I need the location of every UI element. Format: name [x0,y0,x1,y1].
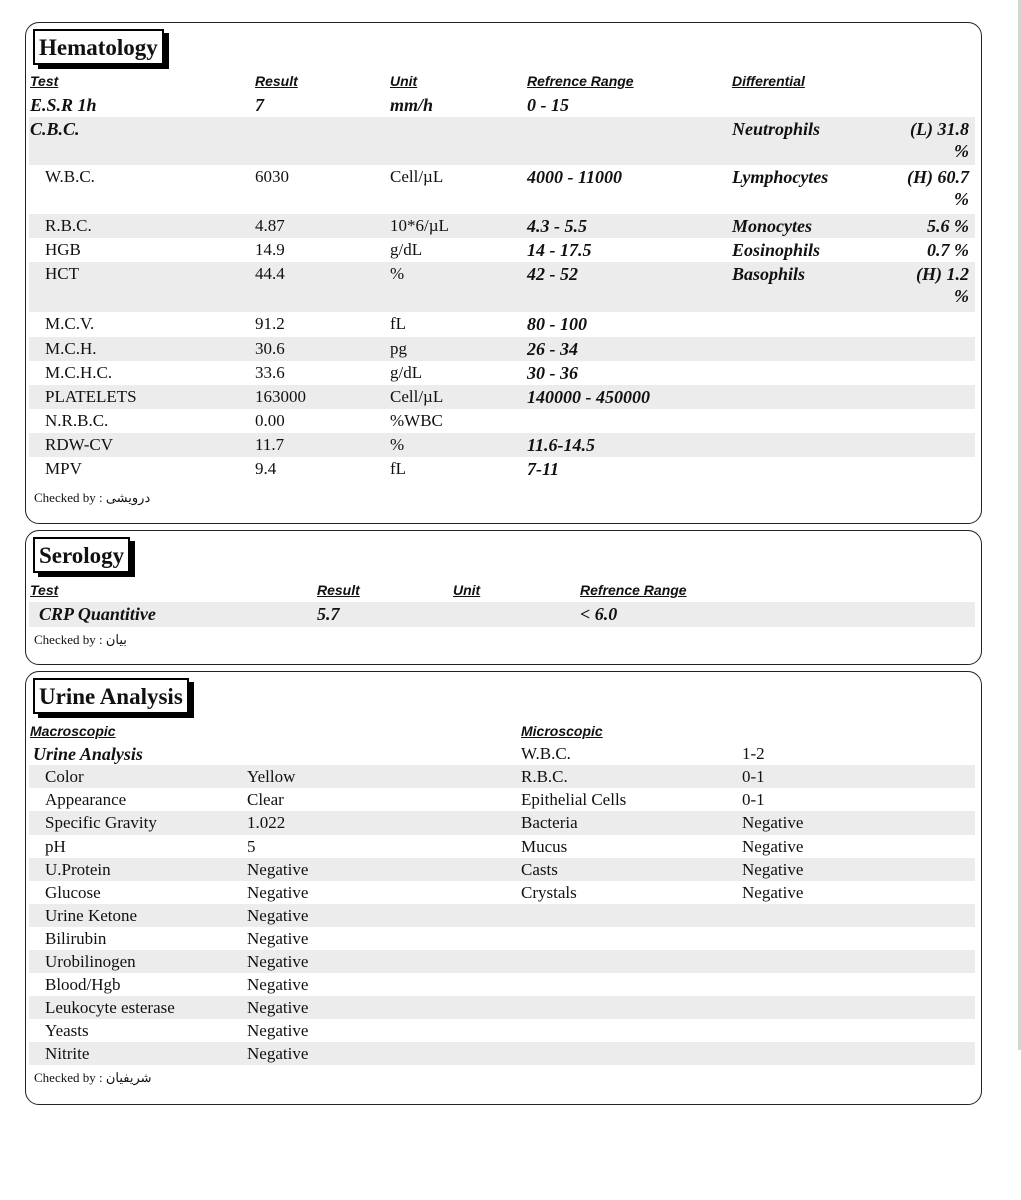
macro-result: Negative [247,929,309,948]
row-unit: Cell/µL [390,387,444,406]
header-unit: Unit [390,73,418,89]
macro-test: Color [45,767,84,786]
micro-test: Mucus [521,837,568,856]
row-unit: g/dL [390,363,423,382]
table-row [29,996,975,1019]
row-range: 42 - 52 [527,264,578,284]
macro-result: Negative [247,975,309,994]
row-test: PLATELETS [45,387,137,406]
row-test: N.R.B.C. [45,411,109,430]
urine-section-title: Urine Analysis [33,744,143,764]
esr-result: 7 [255,95,264,115]
row-range: 11.6-14.5 [527,435,596,455]
row-test: RDW-CV [45,435,113,454]
row-unit: fL [390,314,407,333]
table-row [29,927,975,950]
macro-result: Negative [247,906,309,925]
micro-result: Negative [742,860,804,879]
row-test: HCT [45,264,79,283]
esr-range: 0 - 15 [527,95,569,115]
macro-test: Nitrite [45,1044,90,1063]
table-row [29,337,975,361]
row-result: 9.4 [255,459,277,478]
hematology-panel [25,22,982,524]
micro-test: Bacteria [521,813,578,832]
row-unit: 10*6/µL [390,216,449,235]
row-test: HGB [45,240,81,259]
header-unit: Unit [453,582,481,598]
table-row [29,835,975,858]
cbc-title-row [29,117,975,165]
header-macroscopic: Macroscopic [30,723,116,739]
macro-result: Negative [247,1021,309,1040]
micro-test: Casts [521,860,558,879]
table-row [29,262,975,312]
header-result: Result [255,73,298,89]
row-unit: fL [390,459,407,478]
row-result: 0.00 [255,411,285,430]
diff-monocytes-value: 5.6 % [927,216,969,236]
micro-result: 0-1 [742,767,765,786]
table-row [29,361,975,385]
diff-monocytes-name: Monocytes [732,216,812,236]
row-result: 44.4 [255,264,285,283]
table-row [29,602,975,627]
row-test: M.C.V. [45,314,95,333]
esr-test: E.S.R 1h [30,95,97,115]
row-range: 14 - 17.5 [527,240,592,260]
macro-result: Yellow [247,767,296,786]
esr-row [29,93,975,117]
header-range: Refrence Range [527,73,634,89]
row-range: 30 - 36 [527,363,578,383]
row-test: MPV [45,459,82,478]
macro-result: Negative [247,860,309,879]
diff-lymphocytes-value: (H) 60.7 % [907,167,969,209]
row-range: 7-11 [527,459,560,479]
table-row [29,433,975,457]
micro-result: Negative [742,813,804,832]
macro-test: Bilirubin [45,929,107,948]
header-range: Refrence Range [580,582,687,598]
macro-test: Glucose [45,883,101,902]
table-row [29,457,975,481]
row-unit: % [390,264,405,283]
diff-lymphocytes-name: Lymphocytes [732,167,829,187]
diff-eosinophils-name: Eosinophils [732,240,821,260]
row-result: 4.87 [255,216,285,235]
crp-test: CRP Quantitive [39,604,156,624]
micro-result: 1-2 [742,744,765,763]
crp-result: 5.7 [317,604,340,624]
macro-result: Negative [247,952,309,971]
esr-unit: mm/h [390,95,434,115]
checked-by: Checked by : درویشی [34,490,151,505]
header-test: Test [30,73,59,89]
macro-result: Clear [247,790,284,809]
hematology-title: Hematology [33,29,164,65]
row-range: 80 - 100 [527,314,587,334]
diff-neutrophils-value: (L) 31.8 % [910,119,969,161]
row-range: 4.3 - 5.5 [527,216,587,236]
serology-title: Serology [33,537,130,573]
macro-test: Yeasts [45,1021,89,1040]
row-test: W.B.C. [45,167,95,186]
micro-result: Negative [742,837,804,856]
micro-test: Epithelial Cells [521,790,627,809]
row-test: M.C.H. [45,339,97,358]
table-row [29,409,975,433]
urine-title: Urine Analysis [33,678,189,714]
row-result: 33.6 [255,363,285,382]
cbc-title: C.B.C. [30,119,80,139]
row-result: 14.9 [255,240,285,259]
crp-range: < 6.0 [580,604,618,624]
diff-neutrophils-name: Neutrophils [732,119,821,139]
header-result: Result [317,582,360,598]
header-microscopic: Microscopic [521,723,603,739]
row-unit: pg [390,339,407,358]
macro-test: pH [45,837,66,856]
macro-test: U.Protein [45,860,111,879]
table-row [29,1019,975,1042]
row-unit: %WBC [390,411,443,430]
macro-result: Negative [247,998,309,1017]
row-result: 30.6 [255,339,285,358]
row-result: 91.2 [255,314,285,333]
table-row [29,312,975,337]
table-row [29,765,975,788]
macro-result: Negative [247,1044,309,1063]
diff-eosinophils-value: 0.7 % [927,240,969,260]
serology-panel [25,530,982,665]
checked-by: Checked by : بیان [34,632,127,647]
row-result: 163000 [255,387,306,406]
diff-basophils-name: Basophils [732,264,806,284]
row-unit: % [390,435,405,454]
macro-test: Urobilinogen [45,952,136,971]
table-row [29,858,975,881]
table-row [29,950,975,973]
table-row [29,385,975,409]
macro-result: 5 [247,837,256,856]
macro-test: Appearance [45,790,127,809]
micro-test: R.B.C. [521,767,568,786]
micro-test: Crystals [521,883,577,902]
row-test: R.B.C. [45,216,92,235]
row-test: M.C.H.C. [45,363,113,382]
checked-by: Checked by : شریفیان [34,1070,152,1085]
micro-result: 0-1 [742,790,765,809]
macro-test: Blood/Hgb [45,975,121,994]
table-row [29,811,975,835]
diff-basophils-value: (H) 1.2 % [916,264,969,306]
row-result: 6030 [255,167,289,186]
macro-result: 1.022 [247,813,286,832]
table-row [29,1042,975,1065]
table-row [29,214,975,238]
row-range: 4000 - 11000 [527,167,623,187]
macro-result: Negative [247,883,309,902]
table-row [29,881,975,904]
row-unit: g/dL [390,240,423,259]
row-result: 11.7 [255,435,285,454]
table-row [29,165,975,214]
table-row [29,788,975,811]
table-row [29,238,975,262]
urine-analysis-panel [25,671,982,1105]
row-unit: Cell/µL [390,167,444,186]
macro-test: Specific Gravity [45,813,157,832]
header-differential: Differential [732,73,805,89]
table-row [29,973,975,996]
row-range: 26 - 34 [527,339,578,359]
table-row [29,904,975,927]
macro-test: Urine Ketone [45,906,138,925]
row-range: 140000 - 450000 [527,387,650,407]
header-test: Test [30,582,59,598]
micro-result: Negative [742,883,804,902]
macro-test: Leukocyte esterase [45,998,175,1017]
micro-test: W.B.C. [521,744,571,763]
table-row [29,742,975,765]
